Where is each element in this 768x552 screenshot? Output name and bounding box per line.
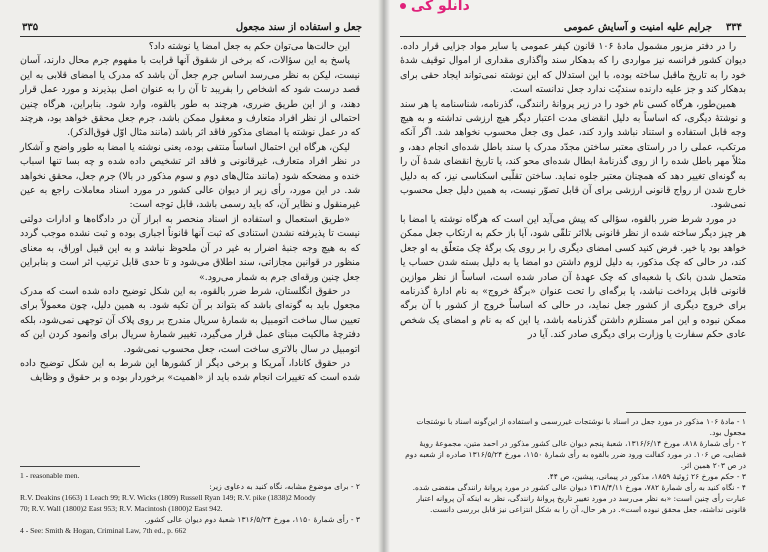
right-page-number: ۳۳۴ [725, 22, 742, 33]
paragraph: پاسخ به این سؤالات، که برخی از شقوق آنها قرابت با مفهوم جرم محال دارند، آسان نیست، لیکن به نظر می‌رسد اساس جرم جعل آن باشد که مدرک یا امضای قلابی به این قصد درست شود که اشخاص را بفریبد تا آن را به عنوان اصل بپذیرند و مورد عمل قرار دهند، و از این طریق ضرری، هرچند به طور بالقوه، وارد شود. بنابراین، هرگاه چنین احتمالی از نظر افراد متعارف و معقول ممکن باشد، جرم جعل محقق خواهد بود، هرچند که در عمل نوشته یا امضای مذکور فاقد اثر باشد (مانند مثال اوّل فوق‌الذکر). [20, 55, 360, 139]
footnote: ۲ - رأی شمارهٔ ۸۱۸، مورخ ۱۳۱۶/۶/۱۴، شعبهٔ پنجم دیوان عالی کشور مذکور در احمد متین، مجموعهٔ رویهٔ قضایی، ص ۱۰۶. در مورد کفالت ورود ضرر بالقوه به رأی شمارهٔ ۱۱۵۰، مورخ ۱۳۱۶/۵/۲۴ صادره از شعبه دوم در ص ۲۰۳ همین اثر. [405, 439, 746, 470]
left-footnotes [20, 470, 360, 536]
book-gutter [378, 0, 390, 552]
footnote: 1 - reasonable men. [20, 471, 80, 480]
paragraph: را در دفتر مزبور مشمول مادهٔ ۱۰۶ قانون کیفر عمومی یا سایر مواد جزایی قرار داده. دیوان کشور فرانسه نیز مواردی را که بدهکار سند واگذاری مقداری از اموال توقیف شدهٔ خود را به تاریخ ماقبل ساخته بوده، با این استدلال که این نوشته نمی‌تواند ایجاد حقی برای بدهکار کند و جز علیه دارنده سندیّت ندارد جعل ندانسته است. [400, 41, 746, 96]
right-page [384, 0, 768, 552]
footnote: 4 - See: Smith & Hogan, Criminal Law, 7th ed., p. 662 [20, 526, 187, 535]
right-header-rule [400, 36, 746, 37]
watermark-logo [398, 0, 470, 14]
footnote: ۳ - رأی شمارهٔ ۱۱۵۰، مورخ ۱۳۱۶/۵/۲۴ شعبهٔ دوم دیوان عالی کشور. [144, 515, 360, 524]
footnote: R.V. Deakins (1663) 1 Leach 99; R.V. Wicks (1809) Russell Ryan 149; R.V. pike (1838)2 Moody [20, 493, 316, 502]
left-footnote-rule [20, 466, 140, 467]
left-header-rule [20, 36, 360, 37]
paragraph: این حالت‌ها می‌توان حکم به جعل امضا یا نوشته داد؟ [148, 41, 350, 52]
left-running-title: جعل و استفاده از سند مجعول [235, 22, 362, 33]
watermark-text: دانلو کی [410, 0, 470, 14]
footnote: 70; R.V. Wall (1800)2 East 953; R.V. Macintosh (1800)2 East 942. [20, 504, 223, 513]
watermark-dot-icon [400, 3, 406, 9]
right-page-header [404, 22, 742, 36]
paragraph: لیکن، هرگاه این احتمال اساساً منتفی بوده، یعنی نوشته یا امضا به طور واضح و آشکار در نظر افراد متعارف، غیرقانونی و فاقد اثر تشخیص داده شده و چه بسا تنها اسباب خنده و مضحکه شود (مانند مثال‌های دوم و سوم مذکور در بالا) جرم جعل، محقق نخواهد شد. در این مورد، رأی زیر از دیوان عالی کشور در مورد اسناد معاملات راجع به عین غیرمنقول و نظایر آن، که باید رسمی باشد، قابل توجه است: [20, 141, 360, 211]
right-footnotes [400, 416, 746, 515]
right-running-title: جرایم علیه امنیت و آسایش عمومی [563, 22, 712, 33]
right-footnote-rule [626, 412, 746, 413]
footnote: ۴ - نگاه کنید به رأی شمارهٔ ۷۸۲، مورخ ۱۳۱۸/۴/۱۱ دیوان عالی کشور در مورد پروانهٔ رانندگی منقضی شده. عبارت رأی چنین است: «به نظر می‌رسد در مورد تغییر تاریخ پروانهٔ رانندگی، نظر به اینکه آن پروانه اعتبار قانونی نداشته، جعل محقق نبوده است». در هر حال، آن را به شکل انتزاعی نیز قابل بررسی دانست. [412, 483, 746, 514]
right-body-text [400, 40, 746, 343]
paragraph: در حقوق کانادا، آمریکا و برخی دیگر از کشورها این شرط به این شکل توضیح داده شده است که تغییرات انجام شده باید از «اهمیت» برخوردار بوده و بر حقوق و وظایف [20, 357, 360, 384]
footnote: ۳ - حکم مورخ ۲۶ ژوئیهٔ ۱۸۵۹، مذکور در پیمانی، پیشین، ص ۴۴. [547, 472, 746, 481]
footnote: ۱ - مادهٔ ۱۰۶ مذکور در مورد جعل در اسناد با نوشتجات غیررسمی و استفاده از این‌گونه اسناد با نوشتجات مجعول بود. [416, 417, 746, 437]
footnote: ۲ - برای موضوع مشابه، نگاه کنید به دعاوی زیر: [209, 482, 360, 491]
paragraph: در مورد شرط ضرر بالقوه، سؤالی که پیش می‌آید این است که هرگاه نوشته یا امضا با هر چیز دیگر ساخته شده از نظر قانونی بلااثر تلقّی شود، آیا باز حکم به ارتکاب جعل ممکن خواهد بود یا خیر. فرض کنید کسی امضای دیگری را بر روی یک برگهٔ چک متعلّق به او جعل کند، در حالی که چک مذکور، به دلیل لزوم داشتن دو امضا یا به دلیل بسته شدن حساب یا متحمل شدن بانک یا شعبه‌ای که چک عهدهٔ آن صادر شده است، اساساً از نظر موازین قانونی قابل پرداخت نباشد، یا برگه‌ای را تحت عنوان «برگهٔ خروج» به نام ادارهٔ گذرنامه برای خروج دیگری از کشور جعل نماید، در حالی که اساساً خروج از کشور با آن برگه ممکن نبوده و این امر مستلزم داشتن گذرنامه باشد، یا این که به نام و امضای یک شخص عادی حکم سفارت یا وزارت برای دیگری صادر کند. آیا در [400, 213, 746, 341]
paragraph: همین‌طور، هرگاه کسی نام خود را در زیر پروانهٔ رانندگی، گذرنامه، شناسنامه یا هر سند و نوشتهٔ دیگری، که اساساً به دلیل انقضای مدت اعتبار دیگر هیچ ارزشی نداشته و به هیچ وجه قابل استفاده و استناد نباشد وارد کند، عمل وی جعل محسوب نخواهد شد. اگر آنکه مرتکب، عملی را در راستای معتبر ساختن مجدّد مدرک یا سند باطل شده‌ای انجام دهد، و مثلاً مهر باطل شده را از روی گذرنامهٔ ابطال شده‌ای محو کند، یا تاریخ انقضای شدهٔ آن را به گونه‌ای تغییر دهد که همچنان معتبر جلوه نماید. ساختن تقلّبی اسکناسی نیز، که به دلیل خارج شدن از رواج قانونی ارزشی برای آن قابل تصوّر نیست، به همین دلیل جعل محسوب نمی‌شود. [400, 98, 746, 211]
left-body-text [20, 40, 360, 386]
left-page-header [22, 22, 362, 36]
left-page-number: ۳۳۵ [22, 22, 39, 33]
quoted-ruling: «طریق استعمال و استفاده از اسناد منحصر به ابراز آن در دادگاه‌ها و ادارات دولتی نیست تا پذیرفته نشدن استنادی که ثبت آنها قانوناً اجباری بوده و ثبت نشده موجب گردد که به هیچ وجه جنبهٔ اضرار به غیر در آن ملحوظ نباشد و به این قبیل اوراق، به معنای منظور در قوانین مجازاتی، سند اطلاق می‌شود و تا حدی قابل ترتیب اثر است و بنابراین جعل چنین ورقه‌ای جرم به شمار می‌رود.» [20, 213, 360, 283]
paragraph: در حقوق انگلستان، شرط ضرر بالقوه، به این شکل توضیح داده شده است که مدرک مجعول باید به گونه‌ای باشد که بتواند بر آن تکیه شود. به همین دلیل، چون معمولاً برای تعیین سال ساخت اتومبیل به شمارهٔ سریال مندرج بر روی پلاک آن توجهی نمی‌شود، بلکه دفترچهٔ مالکیت مبنای عمل قرار می‌گیرد، تغییر شمارهٔ سریال برای وانمود کردن این که اتومبیل در سال بالاتری ساخت است، جعل محسوب نمی‌شود. [20, 285, 361, 355]
